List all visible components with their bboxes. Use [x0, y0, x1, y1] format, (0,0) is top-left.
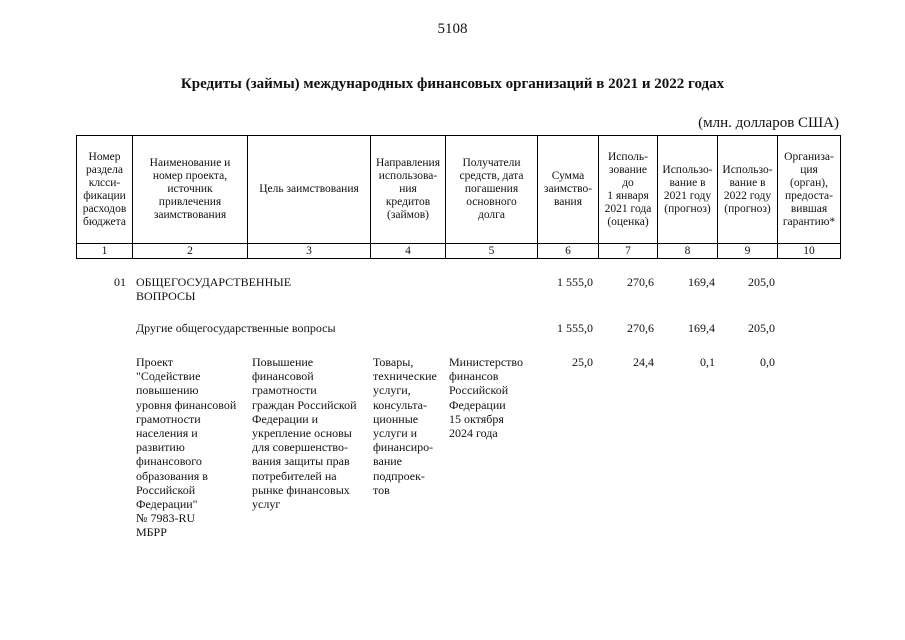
section-used-2021: 169,4 [688, 275, 715, 289]
header-table [76, 135, 841, 259]
subsection-used-2021: 169,4 [688, 321, 715, 335]
project-used-2021: 0,1 [700, 355, 715, 369]
header-col-9: Использо- вание в 2022 году (прогноз) [718, 136, 778, 244]
header-col-7: Исполь- зование до 1 января 2021 года (оценка) [599, 136, 658, 244]
section-amount: 1 555,0 [557, 275, 593, 289]
project-used-before: 24,4 [633, 355, 654, 369]
header-col-1: Номер раздела клсси- фикации расходов бюджета [77, 136, 133, 244]
section-used-before: 270,6 [627, 275, 654, 289]
project-name: Проект "Содействие повышению уровня финансовой грамотности населения и развитию финансового образования в Российской Федерации" № 7983-RU МБРР [136, 355, 237, 540]
header-row [77, 136, 841, 244]
subsection-used-2022: 205,0 [748, 321, 775, 335]
column-number: 6 [538, 244, 599, 259]
section-used-2022: 205,0 [748, 275, 775, 289]
column-number: 9 [718, 244, 778, 259]
column-number: 3 [248, 244, 371, 259]
section-code: 01 [114, 275, 126, 289]
column-number-row [77, 244, 841, 259]
header-col-4: Направления использова- ния кредитов (займов) [371, 136, 446, 244]
project-recipient: Министерство финансов Российской Федерации 15 октября 2024 года [449, 355, 523, 441]
column-number: 1 [77, 244, 133, 259]
page-number: 5108 [437, 21, 468, 37]
subsection-used-before: 270,6 [627, 321, 654, 335]
section-name: ОБЩЕГОСУДАРСТВЕННЫЕ ВОПРОСЫ [136, 275, 292, 304]
header-col-6: Сумма заимство- вания [538, 136, 599, 244]
header-col-5: Получатели средств, дата погашения основного долга [446, 136, 538, 244]
header-col-3: Цель заимствования [248, 136, 371, 244]
header-col-2: Наименование и номер проекта, источник привлечения заимствования [133, 136, 248, 244]
units-note: (млн. долларов США) [698, 115, 839, 131]
header-col-8: Использо- вание в 2021 году (прогноз) [658, 136, 718, 244]
project-purpose: Повышение финансовой грамотности граждан Российской Федерации и укрепление основы для совершенство- вания защиты прав потребителей на рынке финансовых услуг [252, 355, 357, 512]
column-number: 7 [599, 244, 658, 259]
project-directions: Товары, технические услуги, консульта- ционные услуги и финансиро- вание подпроек- тов [373, 355, 437, 497]
subsection-amount: 1 555,0 [557, 321, 593, 335]
column-number: 5 [446, 244, 538, 259]
column-number: 8 [658, 244, 718, 259]
column-number: 4 [371, 244, 446, 259]
column-number: 10 [778, 244, 841, 259]
document-title: Кредиты (займы) международных финансовых организаций в 2021 и 2022 годах [180, 76, 725, 92]
project-used-2022: 0,0 [760, 355, 775, 369]
header-col-10: Организа- ция (орган), предоста- вившая гарантию* [778, 136, 841, 244]
subsection-name: Другие общегосударственные вопросы [136, 321, 336, 335]
column-number: 2 [133, 244, 248, 259]
project-amount: 25,0 [572, 355, 593, 369]
